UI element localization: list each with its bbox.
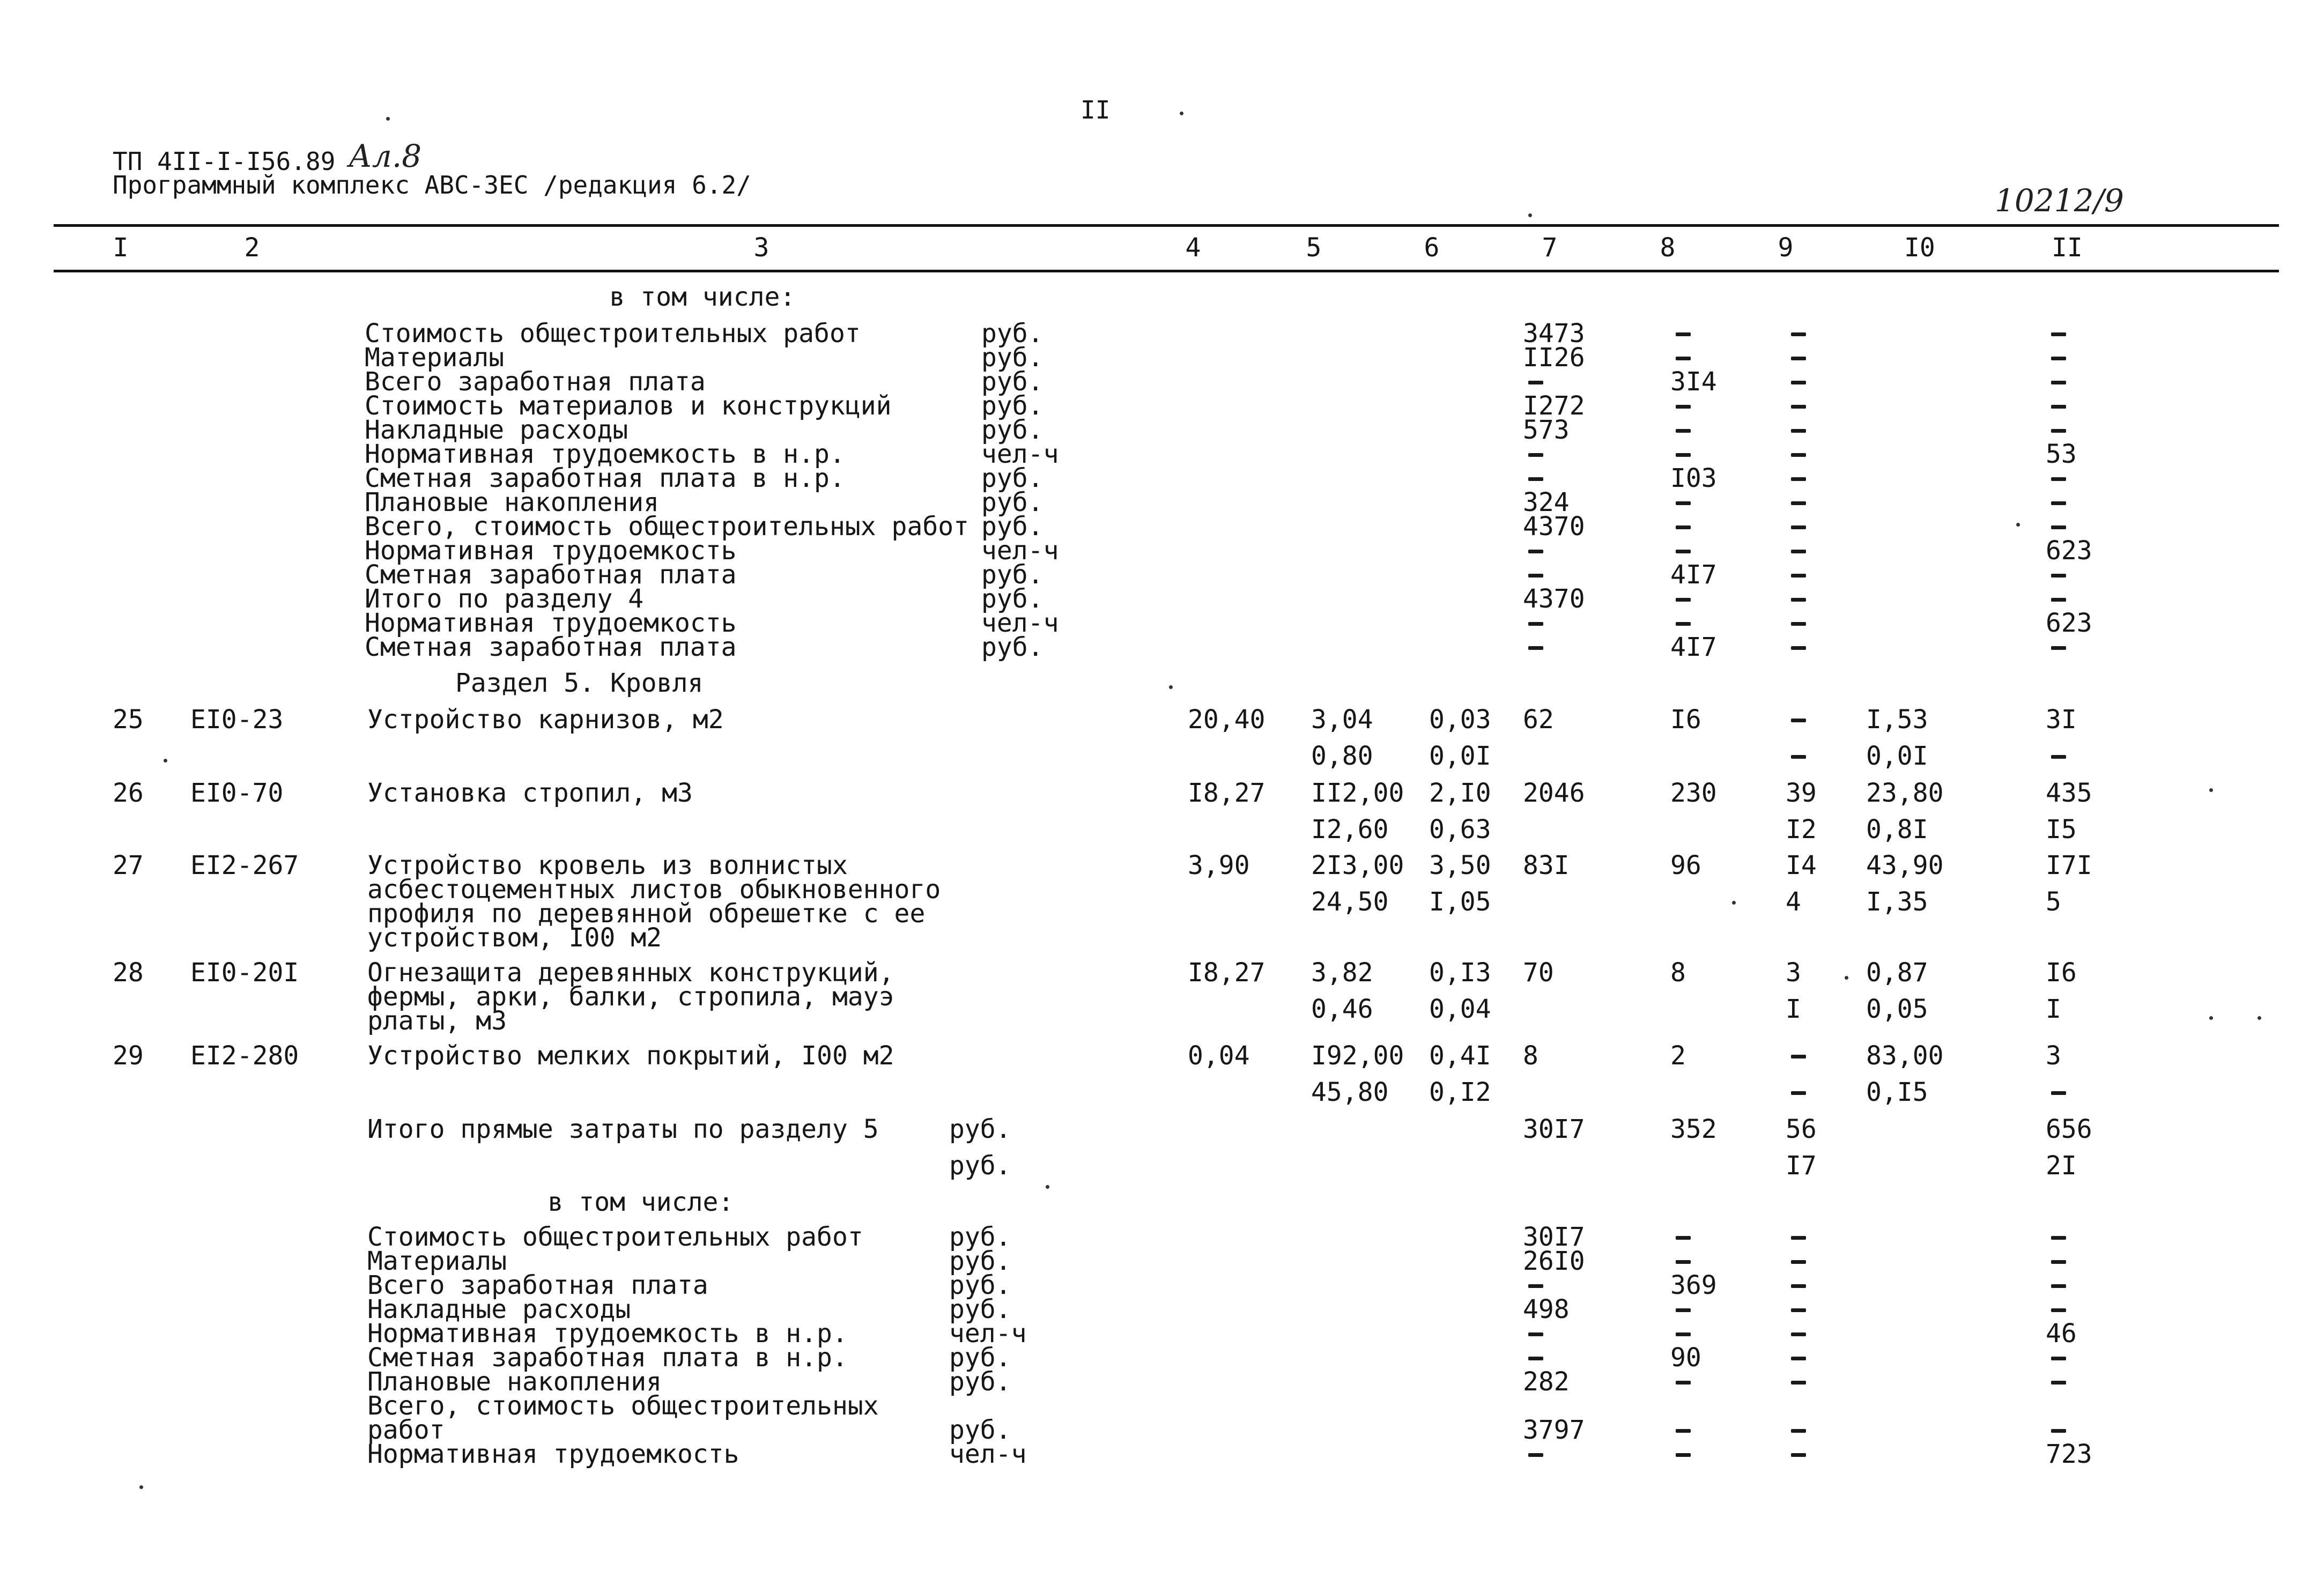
header-bottom-rule xyxy=(54,270,2279,272)
section5-row-label: Стоимость общестроительных работ xyxy=(367,1222,863,1252)
section4-row-col9-dash xyxy=(1791,429,1806,433)
section5-row-col7: 26I0 xyxy=(1523,1246,1585,1276)
section4-row-label: Плановые накопления xyxy=(365,487,660,517)
item-line1-c4: 0,04 xyxy=(1188,1041,1250,1071)
section4-row-col9-dash xyxy=(1791,453,1806,457)
section4-row-col11: 623 xyxy=(2046,608,2092,638)
item-description: Установка стропил, м3 xyxy=(367,778,693,808)
section5-row-col11-dash xyxy=(2051,1260,2066,1264)
section5-row-label: Нормативная трудоемкость xyxy=(367,1439,739,1469)
inventory-number: 10212/9 xyxy=(1995,182,2124,219)
section4-row-col7-dash xyxy=(1528,381,1543,384)
scan-speck xyxy=(1845,976,1848,980)
section4-row-col7-dash xyxy=(1528,453,1543,457)
section4-row-col8: I03 xyxy=(1670,463,1717,493)
section5-row-col9-dash xyxy=(1791,1332,1806,1336)
item-description: Устройство мелких покрытий, I00 м2 xyxy=(367,1041,894,1071)
section4-row-col7: I272 xyxy=(1523,391,1585,421)
section5-total-label: Итого прямые затраты по разделу 5 xyxy=(367,1114,879,1144)
item-line1-c7: 8 xyxy=(1523,1041,1538,1071)
section4-row-col9-dash xyxy=(1791,646,1806,650)
section5-row-col11-dash xyxy=(2051,1236,2066,1240)
section4-row-col7: 4370 xyxy=(1523,512,1585,542)
scan-speck xyxy=(164,759,167,762)
section5-row-col9-dash xyxy=(1791,1236,1806,1240)
section5-row-col11-dash xyxy=(2051,1308,2066,1312)
page-number: II xyxy=(1080,95,1111,124)
item-line2-c6: 0,63 xyxy=(1429,815,1491,845)
section4-row-col9-dash xyxy=(1791,550,1806,553)
section4-row-col8-dash xyxy=(1676,501,1691,505)
section5-total-col7: 30I7 xyxy=(1523,1114,1585,1144)
item-line2-c9-dash xyxy=(1791,1091,1806,1095)
item-line1-c5: 3,82 xyxy=(1311,958,1373,988)
scan-speck xyxy=(1732,901,1736,905)
item-line1-c10: 0,87 xyxy=(1866,958,1928,988)
item-line2-c10: 0,05 xyxy=(1866,994,1928,1024)
item-line1-c11: 3 xyxy=(2046,1041,2061,1071)
section4-row-col11-dash xyxy=(2051,429,2066,433)
section4-row-col9-dash xyxy=(1791,501,1806,505)
section5-row-unit: чел-ч xyxy=(949,1319,1027,1349)
item-line2-c10: 0,0I xyxy=(1866,741,1928,771)
column-header-2: 2 xyxy=(244,233,260,263)
section5-row-col8: 90 xyxy=(1670,1343,1701,1373)
item-line1-c11: I6 xyxy=(2046,958,2077,988)
section5-row-col8-dash xyxy=(1676,1429,1691,1433)
section4-row-col9-dash xyxy=(1791,622,1806,626)
item-line2-c6: 0,0I xyxy=(1429,741,1491,771)
item-line1-c8: 230 xyxy=(1670,778,1717,808)
section4-row-unit: руб. xyxy=(981,415,1043,445)
section4-row-col8-dash xyxy=(1676,622,1691,626)
column-header-3: 3 xyxy=(753,233,769,263)
section4-row-col11-dash xyxy=(2051,598,2066,602)
item-line1-c9-dash xyxy=(1791,719,1806,722)
section5-row-col9-dash xyxy=(1791,1453,1806,1457)
item-line2-c5: 45,80 xyxy=(1311,1077,1389,1107)
section4-row-col11: 53 xyxy=(2046,439,2077,469)
item-line1-c11: 435 xyxy=(2046,778,2092,808)
section5-row-col11-dash xyxy=(2051,1429,2066,1433)
item-line2-c11-dash xyxy=(2051,755,2066,759)
item-description: асбестоцементных листов обыкновенного xyxy=(367,875,941,905)
item-line2-c11: I5 xyxy=(2046,815,2077,845)
item-line1-c4: 3,90 xyxy=(1188,850,1250,880)
section4-row-label: Всего, стоимость общестроительных работ xyxy=(365,512,969,542)
item-line1-c4: I8,27 xyxy=(1188,958,1265,988)
section5-row-col9-dash xyxy=(1791,1381,1806,1384)
section4-row-label: Сметная заработная плата xyxy=(365,560,737,590)
section4-row-col7-dash xyxy=(1528,646,1543,650)
section4-row-col11-dash xyxy=(2051,525,2066,529)
section4-row-col7-dash xyxy=(1528,477,1543,481)
section4-row-unit: руб. xyxy=(981,319,1043,349)
section4-row-col8-dash xyxy=(1676,598,1691,602)
section4-row-col8: 3I4 xyxy=(1670,367,1717,397)
section4-row-col7: 573 xyxy=(1523,415,1570,445)
section5-row-label: Всего, стоимость общестроительных xyxy=(367,1391,879,1421)
section4-row-unit: чел-ч xyxy=(981,439,1059,469)
section5-total-col8: 352 xyxy=(1670,1114,1717,1144)
section4-row-col11: 623 xyxy=(2046,536,2092,566)
section4-row-label: Всего заработная плата xyxy=(365,367,706,397)
section4-row-label: Стоимость материалов и конструкций xyxy=(365,391,892,421)
item-line2-c5: I2,60 xyxy=(1311,815,1389,845)
section5-title: Раздел 5. Кровля xyxy=(455,668,704,698)
item-number: 27 xyxy=(113,850,144,880)
item-line1-c9: I4 xyxy=(1786,850,1817,880)
section4-row-col11-dash xyxy=(2051,381,2066,384)
section4-row-unit: руб. xyxy=(981,391,1043,421)
item-line2-c11: 5 xyxy=(2046,887,2061,917)
section4-row-label: Сметная заработная плата xyxy=(365,632,737,662)
section4-breakdown-heading: в том числе: xyxy=(609,282,796,312)
item-line1-c10: I,53 xyxy=(1866,705,1928,735)
item-line1-c11: I7I xyxy=(2046,850,2092,880)
column-header-8: 8 xyxy=(1660,233,1676,263)
scan-speck xyxy=(386,117,390,121)
section4-row-col8-dash xyxy=(1676,453,1691,457)
section4-row-col7: 324 xyxy=(1523,487,1570,517)
item-line1-c5: II2,00 xyxy=(1311,778,1404,808)
section5-row-unit: чел-ч xyxy=(949,1439,1027,1469)
item-line1-c6: 0,03 xyxy=(1429,705,1491,735)
section5-row-unit: руб. xyxy=(949,1294,1011,1324)
column-header-6: 6 xyxy=(1424,233,1440,263)
scan-speck xyxy=(1046,1185,1049,1189)
item-code: EI0-20I xyxy=(190,958,299,988)
section4-row-unit: руб. xyxy=(981,512,1043,542)
section5-total-unit-2: руб. xyxy=(949,1151,1011,1181)
section4-row-col8-dash xyxy=(1676,405,1691,409)
section5-row-label: Плановые накопления xyxy=(367,1367,662,1397)
item-line1-c7: 70 xyxy=(1523,958,1554,988)
section4-row-col8-dash xyxy=(1676,332,1691,336)
section4-row-label: Итого по разделу 4 xyxy=(365,584,644,614)
section4-row-col9-dash xyxy=(1791,357,1806,360)
item-line2-c10: 0,I5 xyxy=(1866,1077,1928,1107)
section4-row-col7-dash xyxy=(1528,574,1543,578)
scan-speck xyxy=(139,1485,143,1489)
section4-row-col9-dash xyxy=(1791,381,1806,384)
section5-row-label: Нормативная трудоемкость в н.р. xyxy=(367,1319,848,1349)
section5-row-col9-dash xyxy=(1791,1260,1806,1264)
section5-row-col11: 723 xyxy=(2046,1439,2092,1469)
section4-row-label: Стоимость общестроительных работ xyxy=(365,319,861,349)
item-line1-c4: I8,27 xyxy=(1188,778,1265,808)
section4-row-unit: руб. xyxy=(981,584,1043,614)
item-line2-c9: I2 xyxy=(1786,815,1817,845)
item-description: профиля по деревянной обрешетке с ее xyxy=(367,899,926,929)
section4-row-unit: чел-ч xyxy=(981,536,1059,566)
item-line1-c5: I92,00 xyxy=(1311,1041,1404,1071)
item-line2-c9: 4 xyxy=(1786,887,1801,917)
section4-row-col7: II26 xyxy=(1523,343,1585,373)
item-line2-c10: I,35 xyxy=(1866,887,1928,917)
section4-row-label: Накладные расходы xyxy=(365,415,628,445)
section4-row-label: Сметная заработная плата в н.р. xyxy=(365,463,845,493)
section4-row-col8-dash xyxy=(1676,429,1691,433)
section5-total2-col11: 2I xyxy=(2046,1151,2077,1181)
item-line2-c5: 0,80 xyxy=(1311,741,1373,771)
header-top-rule xyxy=(54,224,2279,227)
section5-row-col7-dash xyxy=(1528,1453,1543,1457)
item-number: 25 xyxy=(113,705,144,735)
section5-row-col7: 3797 xyxy=(1523,1415,1585,1445)
item-line2-c6: 0,I2 xyxy=(1429,1077,1491,1107)
item-line1-c7: 2046 xyxy=(1523,778,1585,808)
column-header-11: II xyxy=(2052,233,2083,263)
item-description: устройством, I00 м2 xyxy=(367,923,662,953)
item-line2-c5: 24,50 xyxy=(1311,887,1389,917)
item-number: 26 xyxy=(113,778,144,808)
item-line1-c8: 2 xyxy=(1670,1041,1686,1071)
section4-row-col11-dash xyxy=(2051,405,2066,409)
section5-total-unit: руб. xyxy=(949,1114,1011,1144)
scan-speck xyxy=(2209,788,2213,792)
section4-row-unit: чел-ч xyxy=(981,608,1059,638)
section5-total2-col9: I7 xyxy=(1786,1151,1817,1181)
section5-row-col11-dash xyxy=(2051,1381,2066,1384)
column-header-7: 7 xyxy=(1542,233,1558,263)
section4-row-col8-dash xyxy=(1676,357,1691,360)
section5-row-col7: 282 xyxy=(1523,1367,1570,1397)
section5-row-unit: руб. xyxy=(949,1367,1011,1397)
item-description: Огнезащита деревянных конструкций, xyxy=(367,958,894,988)
section5-row-col9-dash xyxy=(1791,1308,1806,1312)
section4-row-unit: руб. xyxy=(981,632,1043,662)
item-number: 29 xyxy=(113,1041,144,1071)
document-code: ТП 4II-I-I56.89 xyxy=(113,147,336,176)
item-line2-c11-dash xyxy=(2051,1091,2066,1095)
section4-row-col7: 4370 xyxy=(1523,584,1585,614)
section5-row-col8-dash xyxy=(1676,1260,1691,1264)
section5-row-col11-dash xyxy=(2051,1284,2066,1288)
item-line1-c10: 83,00 xyxy=(1866,1041,1944,1071)
section4-row-col11-dash xyxy=(2051,332,2066,336)
section5-row-col8: 369 xyxy=(1670,1270,1717,1300)
item-line2-c5: 0,46 xyxy=(1311,994,1373,1024)
item-line1-c8: 96 xyxy=(1670,850,1701,880)
section4-row-col9-dash xyxy=(1791,332,1806,336)
item-description: фермы, арки, балки, стропила, мауэ xyxy=(367,982,894,1012)
section5-row-col8-dash xyxy=(1676,1332,1691,1336)
item-code: EI2-280 xyxy=(190,1041,299,1071)
scan-speck xyxy=(1528,213,1532,217)
section5-row-col7: 498 xyxy=(1523,1294,1570,1324)
item-description: Устройство кровель из волнистых xyxy=(367,850,848,880)
section4-row-col9-dash xyxy=(1791,405,1806,409)
item-line1-c6: 0,I3 xyxy=(1429,958,1491,988)
section5-row-col8-dash xyxy=(1676,1381,1691,1384)
item-code: EI0-23 xyxy=(190,705,284,735)
item-line2-c6: I,05 xyxy=(1429,887,1491,917)
section4-row-label: Материалы xyxy=(365,343,505,373)
item-number: 28 xyxy=(113,958,144,988)
item-line1-c6: 0,4I xyxy=(1429,1041,1491,1071)
item-line1-c7: 83I xyxy=(1523,850,1570,880)
column-header-5: 5 xyxy=(1306,233,1322,263)
section4-row-unit: руб. xyxy=(981,367,1043,397)
item-line1-c10: 23,80 xyxy=(1866,778,1944,808)
section5-row-label: Сметная заработная плата в н.р. xyxy=(367,1343,848,1373)
section4-row-unit: руб. xyxy=(981,463,1043,493)
item-description: Устройство карнизов, м2 xyxy=(367,705,724,735)
section4-row-label: Нормативная трудоемкость xyxy=(365,608,737,638)
section4-row-col11-dash xyxy=(2051,574,2066,578)
section5-row-unit: руб. xyxy=(949,1270,1011,1300)
column-header-4: 4 xyxy=(1185,233,1201,263)
handwritten-mark: Ал.8 xyxy=(349,138,422,174)
item-line1-c8: 8 xyxy=(1670,958,1686,988)
item-description: рлаты, м3 xyxy=(367,1006,507,1036)
section4-row-col8: 4I7 xyxy=(1670,560,1717,590)
scan-speck xyxy=(2258,1016,2261,1020)
section5-row-col8-dash xyxy=(1676,1236,1691,1240)
item-line1-c4: 20,40 xyxy=(1188,705,1265,735)
item-line1-c11: 3I xyxy=(2046,705,2077,735)
section5-row-col7-dash xyxy=(1528,1357,1543,1360)
item-line1-c10: 43,90 xyxy=(1866,850,1944,880)
scan-speck xyxy=(1169,685,1173,689)
section4-row-col8-dash xyxy=(1676,550,1691,553)
scan-speck xyxy=(2209,1016,2213,1020)
section4-row-unit: руб. xyxy=(981,487,1043,517)
item-line1-c9: 3 xyxy=(1786,958,1801,988)
section5-breakdown-heading: в том числе: xyxy=(547,1187,734,1217)
section4-row-col9-dash xyxy=(1791,598,1806,602)
section4-row-unit: руб. xyxy=(981,343,1043,373)
item-line2-c9-dash xyxy=(1791,755,1806,759)
item-line1-c7: 62 xyxy=(1523,705,1554,735)
section5-row-col9-dash xyxy=(1791,1284,1806,1288)
section4-row-col8-dash xyxy=(1676,525,1691,529)
section4-row-col9-dash xyxy=(1791,525,1806,529)
section5-total-col9: 56 xyxy=(1786,1114,1817,1144)
section5-row-col9-dash xyxy=(1791,1429,1806,1433)
program-line: Программный комплекс АВС-3ЕС /редакция 6.2/ xyxy=(113,171,751,199)
item-line1-c8: I6 xyxy=(1670,705,1701,735)
item-line1-c9-dash xyxy=(1791,1055,1806,1058)
item-line2-c11: I xyxy=(2046,994,2061,1024)
section5-row-unit: руб. xyxy=(949,1246,1011,1276)
section5-row-label: Накладные расходы xyxy=(367,1294,631,1324)
item-line1-c6: 3,50 xyxy=(1429,850,1491,880)
item-line1-c5: 2I3,00 xyxy=(1311,850,1404,880)
section5-row-col8-dash xyxy=(1676,1308,1691,1312)
section4-row-col7-dash xyxy=(1528,550,1543,553)
section4-row-col11-dash xyxy=(2051,357,2066,360)
section4-row-label: Нормативная трудоемкость xyxy=(365,536,737,566)
item-line2-c9: I xyxy=(1786,994,1801,1024)
section5-row-col9-dash xyxy=(1791,1357,1806,1360)
section4-row-label: Нормативная трудоемкость в н.р. xyxy=(365,439,845,469)
section4-row-col9-dash xyxy=(1791,477,1806,481)
section4-row-col7: 3473 xyxy=(1523,319,1585,349)
section5-row-col8-dash xyxy=(1676,1453,1691,1457)
section5-row-unit: руб. xyxy=(949,1343,1011,1373)
item-line1-c6: 2,I0 xyxy=(1429,778,1491,808)
column-header-10: I0 xyxy=(1904,233,1935,263)
section5-row-label: работ xyxy=(367,1415,445,1445)
scan-speck xyxy=(1180,112,1183,115)
section4-row-col11-dash xyxy=(2051,501,2066,505)
section5-row-col7: 30I7 xyxy=(1523,1222,1585,1252)
section4-row-col8: 4I7 xyxy=(1670,632,1717,662)
item-code: EI0-70 xyxy=(190,778,284,808)
section5-row-col11-dash xyxy=(2051,1357,2066,1360)
section5-row-col7-dash xyxy=(1528,1284,1543,1288)
section4-row-col9-dash xyxy=(1791,574,1806,578)
column-header-1: I xyxy=(113,233,129,263)
section5-row-unit: руб. xyxy=(949,1222,1011,1252)
section5-row-unit: руб. xyxy=(949,1415,1011,1445)
section4-row-col11-dash xyxy=(2051,646,2066,650)
item-line2-c10: 0,8I xyxy=(1866,815,1928,845)
section5-total-col11: 656 xyxy=(2046,1114,2092,1144)
section5-row-label: Материалы xyxy=(367,1246,507,1276)
item-line1-c5: 3,04 xyxy=(1311,705,1373,735)
section5-row-col7-dash xyxy=(1528,1332,1543,1336)
section4-row-col11-dash xyxy=(2051,477,2066,481)
item-line1-c9: 39 xyxy=(1786,778,1817,808)
scan-speck xyxy=(2016,523,2020,527)
column-header-9: 9 xyxy=(1778,233,1794,263)
item-code: EI2-267 xyxy=(190,850,299,880)
section4-row-col7-dash xyxy=(1528,622,1543,626)
item-line2-c6: 0,04 xyxy=(1429,994,1491,1024)
section5-row-label: Всего заработная плата xyxy=(367,1270,708,1300)
section5-row-col11: 46 xyxy=(2046,1319,2077,1349)
section4-row-unit: руб. xyxy=(981,560,1043,590)
